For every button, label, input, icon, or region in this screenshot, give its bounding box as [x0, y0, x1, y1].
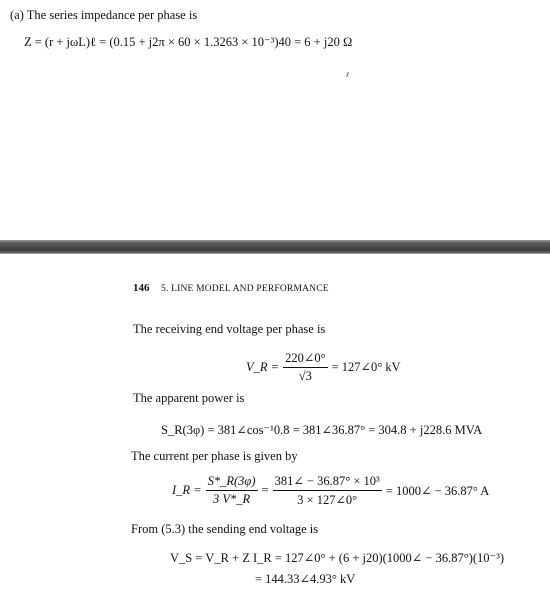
- sr-equation: S_R(3φ) = 381∠cos⁻¹0.8 = 381∠36.87° = 304.8 + j228.6 MVA: [161, 423, 483, 437]
- ir-lhs: I_R =: [172, 483, 202, 497]
- page-divider: [0, 240, 550, 254]
- vr-rhs: = 127∠0° kV: [331, 360, 401, 374]
- vs-equation-line2: = 144.33∠4.93° kV: [255, 572, 356, 586]
- vr-numerator: 220∠0°: [283, 350, 327, 368]
- chapter-title: 5. LINE MODEL AND PERFORMANCE: [161, 284, 329, 294]
- receiving-voltage-text: The receiving end voltage per phase is: [133, 322, 326, 336]
- vr-equation: [246, 350, 401, 384]
- series-impedance-heading: (a) The series impedance per phase is: [10, 8, 198, 22]
- vr-denominator: √3: [298, 369, 312, 383]
- ir-equals: =: [261, 483, 269, 497]
- impedance-equation: Z = (r + jωL)ℓ = (0.15 + j2π × 60 × 1.3263 × 10⁻³)40 = 6 + j20 Ω: [24, 35, 353, 49]
- ir-fraction-2: [273, 473, 382, 508]
- sending-voltage-text: From (5.3) the sending end voltage is: [131, 522, 319, 536]
- ir-f1-numerator: S*_R(3φ): [206, 474, 258, 491]
- ir-f2-numerator: 381∠ − 36.87° × 10³: [273, 473, 382, 491]
- vr-fraction: [283, 350, 327, 384]
- ir-fraction-1: [206, 474, 258, 507]
- ir-rhs: = 1000∠ − 36.87° A: [385, 483, 490, 498]
- apparent-power-text: The apparent power is: [133, 391, 245, 405]
- ir-f1-denominator: 3 V*_R: [212, 492, 251, 506]
- ir-equation: [172, 473, 489, 508]
- vs-equation-line1: V_S = V_R + Z I_R = 127∠0° + (6 + j20)(1000∠ − 36.87°)(10⁻³): [170, 551, 505, 565]
- current-text: The current per phase is given by: [131, 449, 298, 463]
- ir-f2-denominator: 3 × 127∠0°: [297, 493, 358, 507]
- page-number: 146: [133, 282, 150, 294]
- vr-lhs: V_R =: [246, 359, 280, 374]
